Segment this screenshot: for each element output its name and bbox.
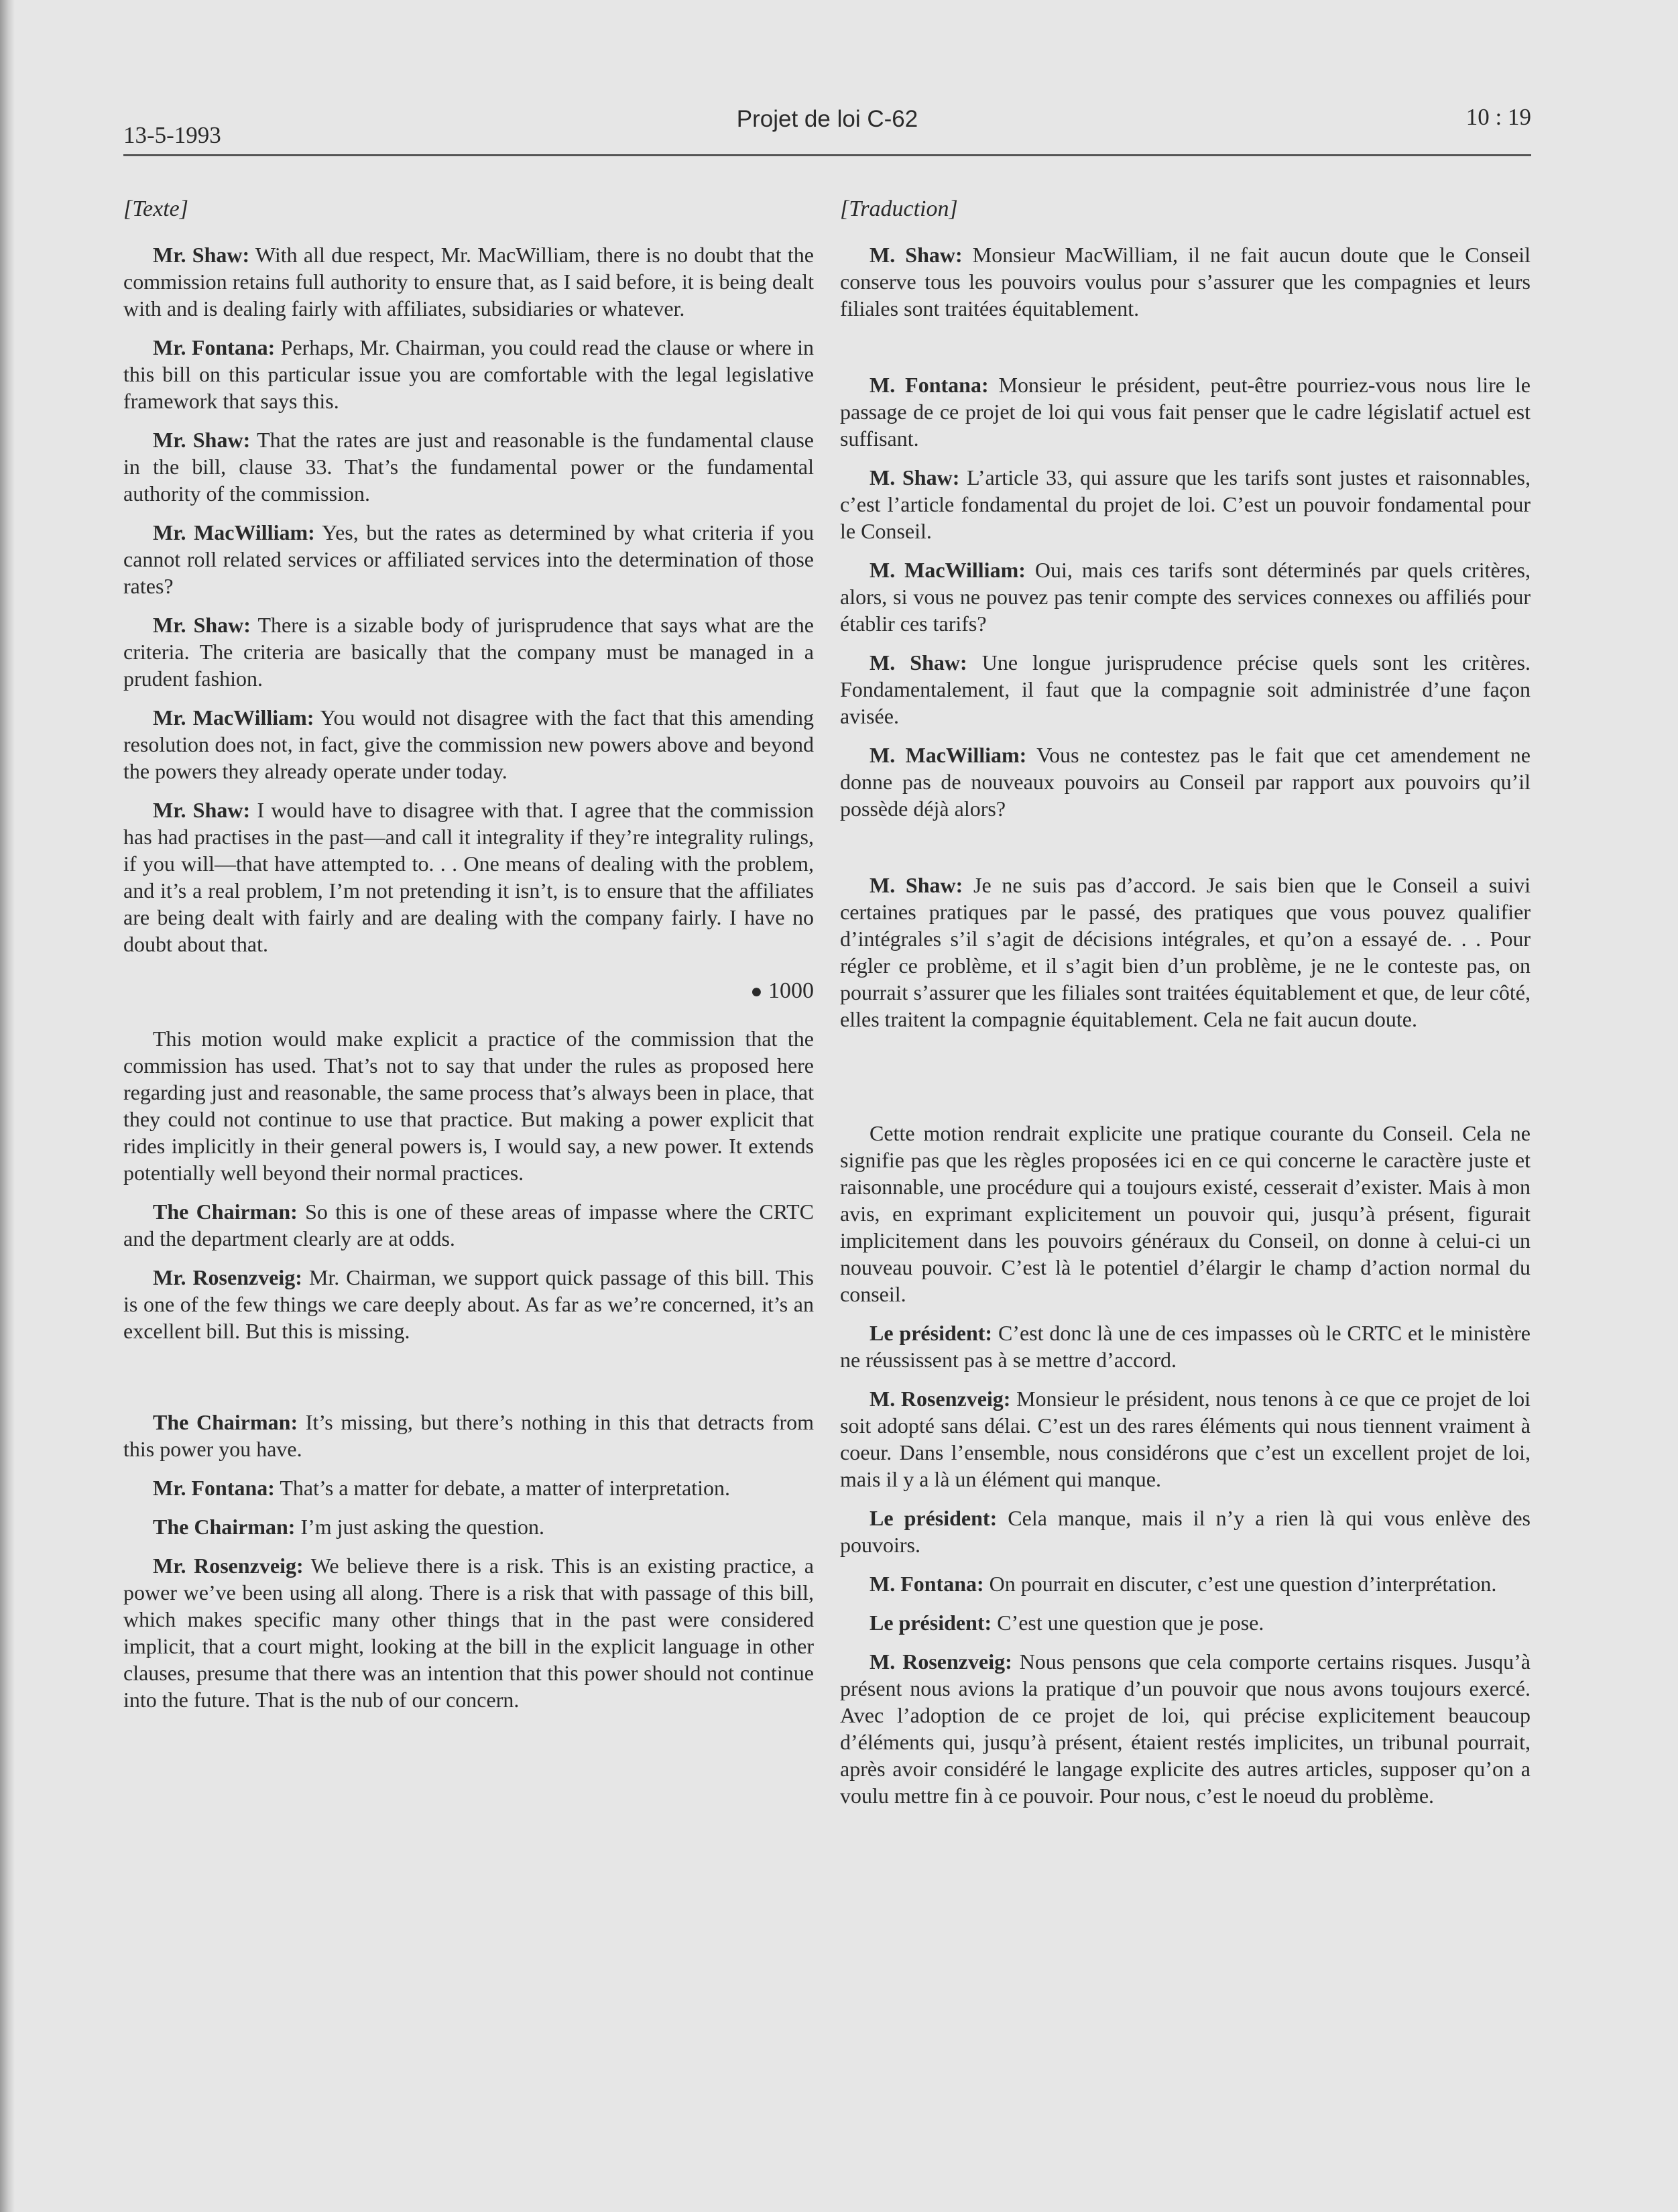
speaker-name: Mr. Shaw: bbox=[153, 798, 251, 822]
left-paragraph bbox=[123, 1513, 814, 1540]
speaker-name: Mr. Fontana: bbox=[153, 335, 276, 359]
bullet-icon: ● bbox=[750, 980, 763, 1002]
left-paragraph bbox=[123, 1474, 814, 1501]
speech-text: Oui, mais ces tarifs sont déterminés par quels critères, alors, si vous ne pouvez pas tenir compte des services connexes ou affiliés pour établir ces tarifs? bbox=[840, 558, 1531, 636]
speech-text: I would have to disagree with that. I agree that the commission has had practises in the past—and call it integrality if they’re integrality rulings, if you will—that have attempted to. . . One means of dealing with the problem, and it’s a real problem, I’m not pretending it isn’t, is to ensure that the affiliates are being dealt with fairly and are dealing with the company fairly. I have no doubt about that. bbox=[123, 798, 814, 956]
speaker-name: Mr. MacWilliam: bbox=[153, 520, 315, 544]
speaker-name: Mr. MacWilliam: bbox=[153, 705, 314, 730]
spacer bbox=[840, 334, 1531, 371]
left-paragraph bbox=[123, 334, 814, 414]
speaker-name: M. Rosenzveig: bbox=[870, 1387, 1011, 1411]
speaker-name: M. MacWilliam: bbox=[870, 558, 1026, 582]
speech-text: Une longue jurisprudence précise quels sont les critères. Fondamentalement, il faut que la compagnie soit administrée d’une façon avisée. bbox=[840, 650, 1531, 728]
speaker-name: M. Fontana: bbox=[870, 1572, 984, 1596]
header-page-number: 10 : 19 bbox=[1465, 104, 1531, 130]
page-header bbox=[123, 101, 1531, 156]
speaker-name: Mr. Shaw: bbox=[153, 243, 250, 267]
speech-text: C’est une question que je pose. bbox=[992, 1611, 1264, 1635]
speaker-name: M. Shaw: bbox=[870, 465, 960, 489]
speaker-name: Mr. Rosenzveig: bbox=[153, 1265, 302, 1289]
speech-text: Monsieur MacWilliam, il ne fait aucun doute que le Conseil conserve tous les pouvoirs voulus pour s’assurer que les compagnies et leurs filiales sont traitées équitablement. bbox=[840, 243, 1531, 321]
left-paragraph bbox=[123, 426, 814, 507]
speaker-name: The Chairman: bbox=[153, 1200, 298, 1224]
right-paragraph bbox=[840, 464, 1531, 544]
spacer bbox=[840, 834, 1531, 872]
spacer bbox=[123, 1356, 814, 1409]
speaker-name: Mr. Rosenzveig: bbox=[153, 1554, 304, 1578]
left-paragraph bbox=[123, 519, 814, 599]
right-paragraph bbox=[840, 1385, 1531, 1493]
speech-text: Mr. Chairman, we support quick passage of this bill. This is one of the few things we care deeply about. As far as we’re concerned, it’s an excellent bill. But this is missing. bbox=[123, 1265, 815, 1343]
speaker-name: M. Fontana: bbox=[870, 373, 989, 397]
right-paragraph bbox=[840, 1648, 1531, 1809]
spacer bbox=[840, 1097, 1531, 1120]
time-marker: ● 1000 bbox=[750, 978, 814, 1003]
english-column bbox=[123, 196, 814, 1725]
right-paragraph bbox=[840, 241, 1531, 322]
left-paragraph bbox=[123, 1409, 814, 1462]
speaker-name: M. MacWilliam: bbox=[870, 743, 1027, 767]
header-title: Projet de loi C-62 bbox=[736, 106, 918, 132]
speaker-name: The Chairman: bbox=[153, 1410, 298, 1434]
speech-text: C’est donc là une de ces impasses où le CRTC et le ministère ne réussissent pas à se mettre d’accord. bbox=[840, 1321, 1531, 1372]
speaker-name: M. Shaw: bbox=[870, 873, 963, 897]
speech-text: It’s missing, but there’s nothing in this that detracts from this power you have. bbox=[123, 1410, 815, 1461]
right-paragraph bbox=[840, 1570, 1531, 1597]
speaker-name: Le président: bbox=[870, 1321, 993, 1345]
speech-text: With all due respect, Mr. MacWilliam, there is no doubt that the commission retains full authority to ensure that, as I said before, it is being dealt with and is dealing fairly with affiliates, subsidiaries or whatever. bbox=[123, 243, 815, 321]
speaker-name: Mr. Shaw: bbox=[153, 428, 251, 452]
speech-text: Monsieur le président, peut-être pourriez-vous nous lire le passage de ce projet de loi qui vous fait penser que le cadre législatif actuel est suffisant. bbox=[840, 373, 1531, 451]
right-paragraph bbox=[840, 1505, 1531, 1558]
right-paragraph bbox=[840, 742, 1531, 822]
speech-text: That the rates are just and reasonable is the fundamental clause in the bill, clause 33. That’s the fundamental power or the fundamental authority of the commission. bbox=[123, 428, 815, 506]
speech-text: I’m just asking the question. bbox=[295, 1515, 544, 1539]
speech-text: Cela manque, mais il n’y a rien là qui vous enlève des pouvoirs. bbox=[840, 1506, 1531, 1557]
speech-text: Perhaps, Mr. Chairman, you could read the clause or where in this bill on this particular issue you are comfortable with the legal legislative framework that says this. bbox=[123, 335, 814, 413]
speaker-name: Le président: bbox=[870, 1611, 992, 1635]
speech-text: There is a sizable body of jurisprudence that says what are the criteria. The criteria are basically that the company must be managed in a prudent fashion. bbox=[123, 613, 815, 691]
speaker-name: Le président: bbox=[870, 1506, 998, 1530]
speech-text: Cette motion rendrait explicite une pratique courante du Conseil. Cela ne signifie pas que les règles proposées ici en ce qui concerne le caractère juste et raisonnable, une procédure qui a toujours existé, cesserait d’exister. Mais à mon avis, en exprimant explicitement un pouvoir qui, jusqu’à présent, figurait implicitement dans les pouvoirs généraux du Conseil, on donne à celui-ci un nouveau pouvoir. C’est là le potentiel d’élargir le champ d’action normal du conseil. bbox=[840, 1121, 1531, 1306]
speech-text: You would not disagree with the fact that this amending resolution does not, in fact, give the commission new powers above and beyond the powers they already operate under today. bbox=[123, 705, 814, 783]
left-paragraph bbox=[123, 1025, 814, 1186]
right-paragraph bbox=[840, 1609, 1531, 1636]
left-paragraph bbox=[123, 704, 814, 784]
speech-text: L’article 33, qui assure que les tarifs sont justes et raisonnables, c’est l’article fondamental du projet de loi. C’est un pouvoir fondamental pour le Conseil. bbox=[840, 465, 1531, 543]
speech-text: That’s a matter for debate, a matter of interpretation. bbox=[274, 1476, 731, 1500]
speech-text: We believe there is a risk. This is an existing practice, a power we’ve been using all along. There is a risk that with passage of this bill, which makes specific many other things that in the past were considered implicit, that a court might, looking at the bill in the explicit language in other clauses, presume that there was an intention that this power should not continue into the future. That is the nub of our concern. bbox=[123, 1554, 815, 1712]
speaker-name: M. Rosenzveig: bbox=[870, 1649, 1012, 1674]
french-column bbox=[840, 196, 1531, 1821]
header-date: 13-5-1993 bbox=[123, 122, 221, 148]
speaker-name: M. Shaw: bbox=[870, 650, 967, 675]
right-paragraph bbox=[840, 1320, 1531, 1373]
speaker-name: Mr. Shaw: bbox=[153, 613, 251, 637]
spacer bbox=[840, 1045, 1531, 1097]
right-paragraph bbox=[840, 557, 1531, 637]
speech-text: Nous pensons que cela comporte certains risques. Jusqu’à présent nous avions la pratique d’un pouvoir que nous avons toujours exercé. Avec l’adoption de ce projet de loi, qui précise explicitement beaucoup d’éléments qui, jusqu’à présent, étaient restés implicites, un tribunal pourrait, après avoir considéré le langage explicite des autres articles, supposer qu’on a voulu mettre fin à ce pouvoir. Pour nous, c’est le noeud du problème. bbox=[840, 1649, 1531, 1808]
speech-text: Yes, but the rates as determined by what criteria if you cannot roll related services or affiliated services into the determination of those rates? bbox=[123, 520, 814, 598]
right-paragraph bbox=[840, 1120, 1531, 1307]
speech-text: So this is one of these areas of impasse where the CRTC and the department clearly are at odds. bbox=[123, 1200, 815, 1250]
column-heading-texte: [Texte] bbox=[123, 196, 188, 221]
left-paragraph bbox=[123, 612, 814, 692]
speech-text: Je ne suis pas d’accord. Je sais bien que le Conseil a suivi certaines pratiques par le passé, des pratiques que vous pouvez qualifier d’intégrales s’il s’agit de décisions intégrales, et qu’on a essayé de. . . Pour régler ce problème, et il s’agit bien d’un problème, je ne le conteste pas, on pourrait s’assurer que les filiales sont traitées équitablement et que, de leur côté, elles traitent la compagnie équitablement. Cela ne fait aucun doute. bbox=[840, 873, 1531, 1031]
column-heading-traduction: [Traduction] bbox=[840, 196, 958, 221]
speech-text: On pourrait en discuter, c’est une question d’interprétation. bbox=[983, 1572, 1497, 1596]
speaker-name: M. Shaw: bbox=[870, 243, 963, 267]
speech-text: Monsieur le président, nous tenons à ce que ce projet de loi soit adopté sans délai. C’est un des rares éléments qui nous tiennent vraiment à coeur. Dans l’ensemble, nous considérons que c’est un excellent projet de loi, mais il y a là un élément qui manque. bbox=[840, 1387, 1531, 1491]
speech-text: This motion would make explicit a practice of the commission that the commission has used. That’s not to say that under the rules as proposed here regarding just and reasonable, the same process that’s always been in place, that they could not continue to use that practice. But making a power explicit that rides implicitly in their general powers is, I would say, a new power. It extends potentially well beyond their normal practices. bbox=[123, 1027, 814, 1185]
right-paragraph bbox=[840, 649, 1531, 730]
speaker-name: Mr. Fontana: bbox=[153, 1476, 275, 1500]
left-paragraph bbox=[123, 241, 814, 322]
speaker-name: The Chairman: bbox=[153, 1515, 296, 1539]
right-paragraph bbox=[840, 872, 1531, 1033]
left-paragraph bbox=[123, 1264, 814, 1344]
right-paragraph bbox=[840, 371, 1531, 452]
speech-text: Vous ne contestez pas le fait que cet amendement ne donne pas de nouveaux pouvoirs au Conseil par rapport aux pouvoirs qu’il possède déjà alors? bbox=[840, 743, 1531, 821]
scan-edge bbox=[0, 0, 15, 2212]
left-paragraph bbox=[123, 1552, 814, 1713]
left-paragraph bbox=[123, 797, 814, 957]
left-paragraph bbox=[123, 1198, 814, 1252]
